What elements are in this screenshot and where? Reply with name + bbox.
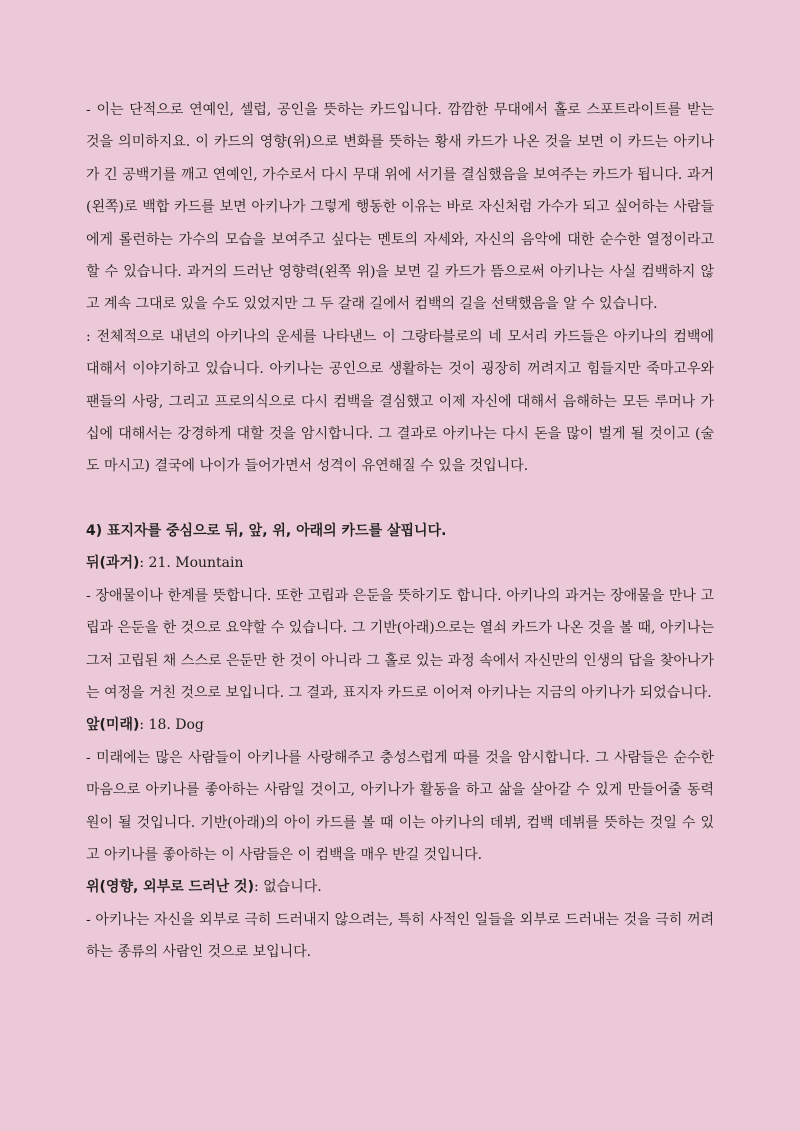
back-card-value: : 21. Mountain [139,555,244,572]
back-card-text: - 장애물이나 한계를 뜻합니다. 또한 고립과 은둔을 뜻하기도 합니다. 아키나의 과거는 장애물을 만나 고립과 은둔을 한 것으로 요약할 수 있습니다. 그 기반(아래)으로는 열쇠 카드가 나온 것을 볼 때, 아키나는 그저 고립된 채 스스로 은둔만 한 것이 아니라 그 홀로 있는 과정 속에서 자신만의 인생의 답을 찾아나가는 여정을 거친 것으로 보입니다. 그 결과, 표지자 카드로 이어져 아키나는 지금의 아키나가 되었습니다. [86,587,714,701]
top-card-label: 위(영향, 외부로 드러난 것) [86,879,254,896]
paragraph-stage-card: - 이는 단적으로 연예인, 셀럽, 공인을 뜻하는 카드입니다. 깜깜한 무대에서 홀로 스포트라이트를 받는 것을 의미하지요. 이 카드의 영향(위)으로 변화를 뜻하는 황새 카드가 나온 것을 보면 이 카드는 아키나가 긴 공백기를 깨고 연예인, 가수로서 다시 무대 위에 서기를 결심했음을 보여주는 카드가 됩니다. 과거(왼쪽)로 백합 카드를 보면 아키나가 그렇게 행동한 이유는 바로 자신처럼 가수가 되고 싶어하는 사람들에게 롤런하는 가수의 모습을 보여주고 싶다는 멘토의 자세와, 자신의 음악에 대한 순수한 열정이라고 할 수 있습니다. 과거의 드러난 영향력(왼쪽 위)을 보면 길 카드가 뜸으로써 아키나는 사실 컴백하지 않고 계속 그대로 있을 수도 있었지만 그 두 갈래 길에서 컴백의 길을 선택했음을 알 수 있습니다. [86,102,714,313]
spacer [86,483,714,515]
section-heading: 4) 표지자를 중심으로 뒤, 앞, 위, 아래의 카드를 살핍니다. [86,522,447,539]
paragraph-summary: : 전체적으로 내년의 아키나의 운세를 나타낸느 이 그랑타블로의 네 모서리 카드들은 아키나의 컴백에 대해서 이야기하고 있습니다. 아키나는 공인으로 생활하는 것이 굉장히 꺼려지고 힘들지만 죽마고우와 팬들의 사랑, 그리고 프로의식으로 다시 컴백을 결심했고 이제 자신에 대해서 음해하는 모든 루머나 가십에 대해서는 강경하게 대할 것을 암시합니다. 그 결과로 아키나는 다시 돈을 많이 벌게 될 것이고 (술도 마시고) 결국에 나이가 들어가면서 성격이 유연해질 수 있을 것입니다. [86,328,714,475]
front-card-label: 앞(미래) [86,717,140,734]
back-card-line [86,547,714,579]
front-card-text: - 미래에는 많은 사람들이 아키나를 사랑해주고 충성스럽게 따를 것을 암시합니다. 그 사람들은 순수한 마음으로 아키나를 좋아하는 사람일 것이고, 아키나가 활동을 하고 삶을 살아갈 수 있게 만들어줄 동력원이 될 것입니다. 기반(아래)의 아이 카드를 볼 때 이는 아키나의 데뷔, 컴백 데뷔를 뜻하는 것일 수 있고 아키나를 좋아하는 이 사람들은 이 컴백을 매우 반길 것입니다. [86,749,714,863]
top-card-value: : 없습니다. [253,879,322,896]
top-card-line [86,871,714,903]
front-card-value: : 18. Dog [139,717,204,734]
back-card-label: 뒤(과거) [86,555,140,572]
top-card-text: - 아키나는 자신을 외부로 극히 드러내지 않으려는, 특히 사적인 일들을 외부로 드러내는 것을 극히 꺼려하는 종류의 사람인 것으로 보입니다. [86,911,714,961]
front-card-line [86,709,714,741]
